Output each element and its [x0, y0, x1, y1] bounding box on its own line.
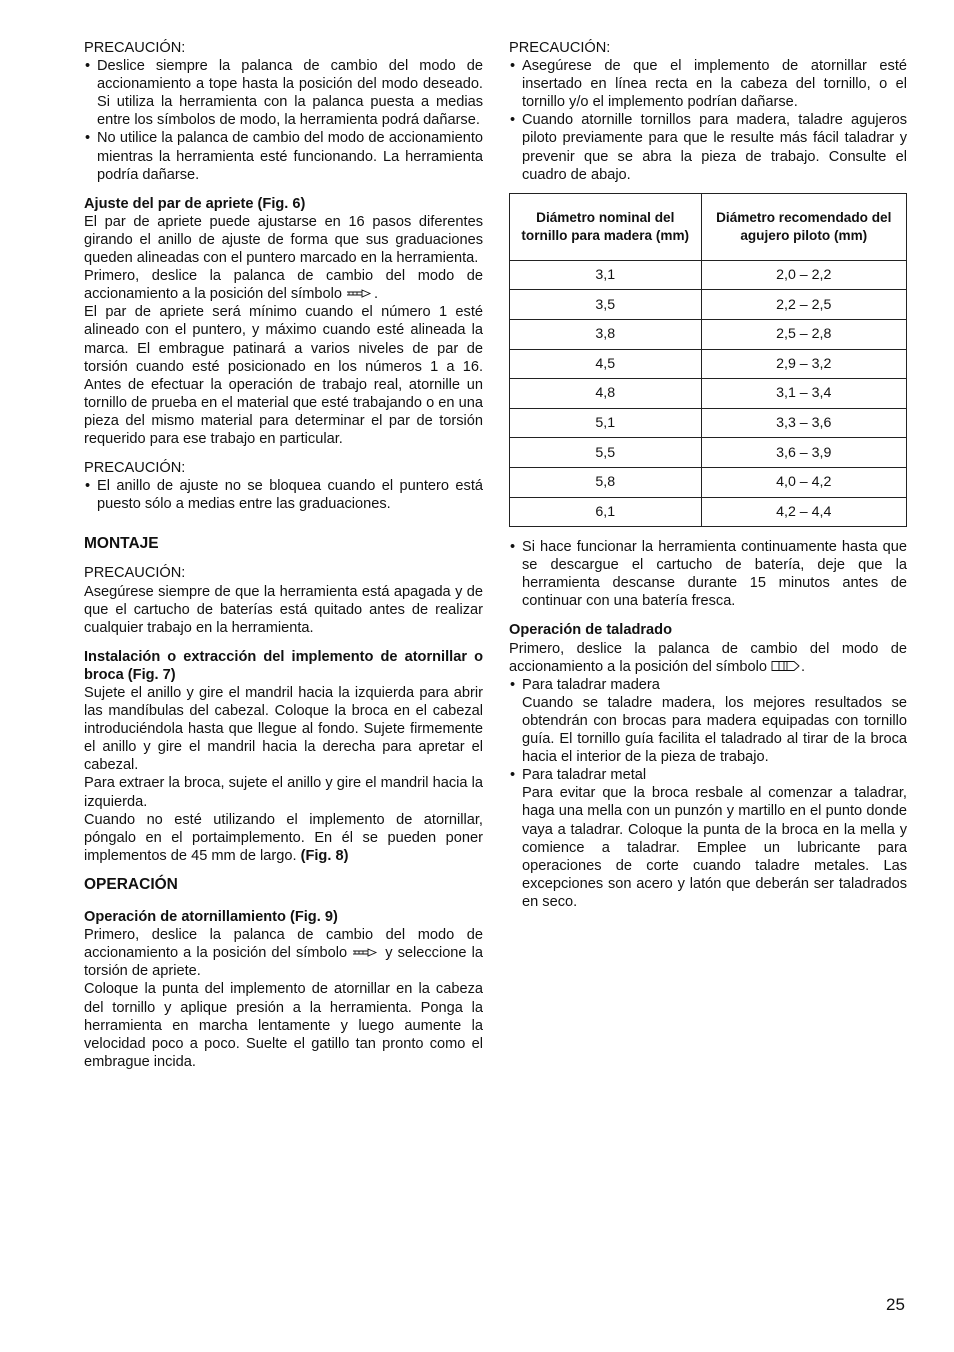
paragraph: Sujete el anillo y gire el mandril hacia la izquierda para abrir las mandíbulas del cabezal. Coloque la broca en el cabezal introduciéndola hasta que llegue al fondo. Sujete firmemente el anillo y gire el mandril hacia la derecha para apretar el cabezal.	[84, 685, 483, 774]
table-cell: 5,8	[510, 467, 702, 497]
table-header: Diámetro nominal del tornillo para madera (mm)	[510, 193, 702, 260]
table-cell: 3,8	[510, 319, 702, 349]
table-cell: 3,3 – 3,6	[701, 408, 907, 438]
section-heading-install: Instalación o extracción del implemento de atornillar o broca (Fig. 7)	[84, 648, 483, 683]
drilling-wood-text: Cuando se taladre madera, los mejores resultados se obtendrán con brocas para madera equipadas con tornillo guía. El tornillo guía facilita el taladrado al tirar de la broca hacia el interior de la pieza de trabajo.	[522, 694, 907, 766]
table-row	[510, 438, 907, 468]
paragraph: Cuando no esté utilizando el implemento de atornillar, póngalo en el portaimplemento. En él se pueden poner implementos de 45 mm de largo. (Fig. 8)	[84, 811, 483, 864]
table-cell: 2,2 – 2,5	[701, 290, 907, 320]
caution-item: • Asegúrese de que el implemento de atornillar esté insertado en línea recta en la cabeza del tornillo, o el tornillo y/o el implemento podrían dañarse.	[509, 57, 907, 111]
paragraph: Primero, deslice la palanca de cambio del modo de accionamiento a la posición del símbolo y seleccione la torsión de apriete.	[84, 927, 483, 980]
table-row	[510, 497, 907, 527]
table-cell: 2,9 – 3,2	[701, 349, 907, 379]
section-heading-screwing: Operación de atornillamiento (Fig. 9)	[84, 909, 338, 926]
table-row	[510, 290, 907, 320]
paragraph: Asegúrese siempre de que la herramienta está apagada y de que el cartucho de baterías está quitado antes de realizar cualquier trabajo en la herramienta.	[84, 583, 483, 636]
table-cell: 2,0 – 2,2	[701, 260, 907, 290]
paragraph: Para extraer la broca, sujete el anillo y gire el mandril hacia la izquierda.	[84, 775, 483, 810]
paragraph: Primero, deslice la palanca de cambio del modo de accionamiento a la posición del símbolo .	[509, 640, 907, 675]
right-column	[509, 39, 907, 911]
caution-label: PRECAUCIÓN:	[84, 565, 186, 582]
table-cell: 3,1 – 3,4	[701, 379, 907, 409]
caution-item: • El anillo de ajuste no se bloquea cuando el puntero está puesto sólo a medias entre las graduaciones.	[84, 477, 483, 513]
section-heading-operacion: OPERACIÓN	[84, 875, 178, 893]
paragraph: El par de apriete puede ajustarse en 16 pasos diferentes girando el anillo de ajuste de forma que sus graduaciones queden alineadas con el puntero marcado en la herramienta.	[84, 213, 483, 267]
caution-label: PRECAUCIÓN:	[509, 40, 611, 56]
table-cell: 5,5	[510, 438, 702, 468]
caution-item: • Cuando atornille tornillos para madera, taladre agujeros piloto previamente para que le resulte más fácil taladrar y prevenir que se abra la pieza de trabajo. Consulte el cuadro de abajo.	[509, 111, 907, 183]
drilling-metal-title: • Para taladrar metal	[509, 766, 907, 784]
battery-note: • Si hace funcionar la herramienta continuamente hasta que se descargue el cartucho de batería, deje que la herramienta descanse durante 15 minutos antes de continuar con una batería fresca.	[509, 538, 907, 610]
section-heading-torque: Ajuste del par de apriete (Fig. 6)	[84, 195, 306, 212]
table-cell: 3,5	[510, 290, 702, 320]
table-cell: 6,1	[510, 497, 702, 527]
table-cell: 2,5 – 2,8	[701, 319, 907, 349]
screwdriving-mode-icon	[352, 947, 380, 958]
table-cell: 3,6 – 3,9	[701, 438, 907, 468]
table-cell: 4,5	[510, 349, 702, 379]
table-row	[510, 467, 907, 497]
caution-label: PRECAUCIÓN:	[84, 460, 186, 477]
section-heading-drilling: Operación de taladrado	[509, 622, 673, 639]
caution-label: PRECAUCIÓN:	[84, 40, 186, 56]
drilling-mode-icon	[771, 660, 801, 672]
table-row	[510, 319, 907, 349]
table-row	[510, 260, 907, 290]
page-number: 25	[886, 1295, 905, 1314]
table-row	[510, 349, 907, 379]
screwdriving-mode-icon	[346, 288, 374, 299]
figure-reference: (Fig. 8)	[300, 847, 349, 864]
table-row	[510, 408, 907, 438]
table-cell: 4,0 – 4,2	[701, 467, 907, 497]
caution-item: • Deslice siempre la palanca de cambio del modo de accionamiento a tope hasta la posición del modo deseado. Si utiliza la herramienta con la palanca puesta a medias entre los símbolos de modo, la herramienta podrá dañarse.	[84, 57, 483, 129]
section-heading-montaje: MONTAJE	[84, 535, 159, 553]
drilling-metal-text: Para evitar que la broca resbale al comenzar a taladrar, haga una mella con un punzón y martillo en el punto donde vaya a taladrar. Coloque la punta de la broca en la mella y comience a taladrar. Emplee un lubricante para operaciones de corte cuando taladre metales. Las excepciones son acero y latón que deberán ser taladrados en seco.	[522, 785, 907, 910]
table-cell: 3,1	[510, 260, 702, 290]
paragraph: El par de apriete será mínimo cuando el número 1 esté alineado con el puntero, y máximo cuando esté alineada la marca. El embrague patinará a varios niveles de par de torsión cuando esté posicionado en los números 1 a 16. Antes de efectuar la operación de trabajo real, atornille un tornillo de prueba en el material que esté trabajando o en una pieza del mismo material para determinar el par de torsión requerido para ese trabajo en particular.	[84, 304, 483, 447]
paragraph: Coloque la punta del implemento de atornillar en la cabeza del tornillo y aplique presión a la herramienta. Ponga la herramienta en marcha lentamente y luego aumente la velocidad poco a poco. Suelte el gatillo tan pronto como el embrague incida.	[84, 981, 483, 1070]
pilot-hole-table	[509, 193, 907, 527]
table-row	[510, 379, 907, 409]
table-header: Diámetro recomendado del agujero piloto (mm)	[701, 193, 907, 260]
left-column	[84, 39, 483, 1071]
table-cell: 4,8	[510, 379, 702, 409]
paragraph: Primero, deslice la palanca de cambio del modo de accionamiento a la posición del símbolo .	[84, 268, 483, 303]
drilling-wood-title: • Para taladrar madera	[509, 676, 907, 694]
caution-item: • No utilice la palanca de cambio del modo de accionamiento mientras la herramienta esté funcionando. La herramienta podría dañarse.	[84, 129, 483, 183]
table-cell: 5,1	[510, 408, 702, 438]
table-cell: 4,2 – 4,4	[701, 497, 907, 527]
